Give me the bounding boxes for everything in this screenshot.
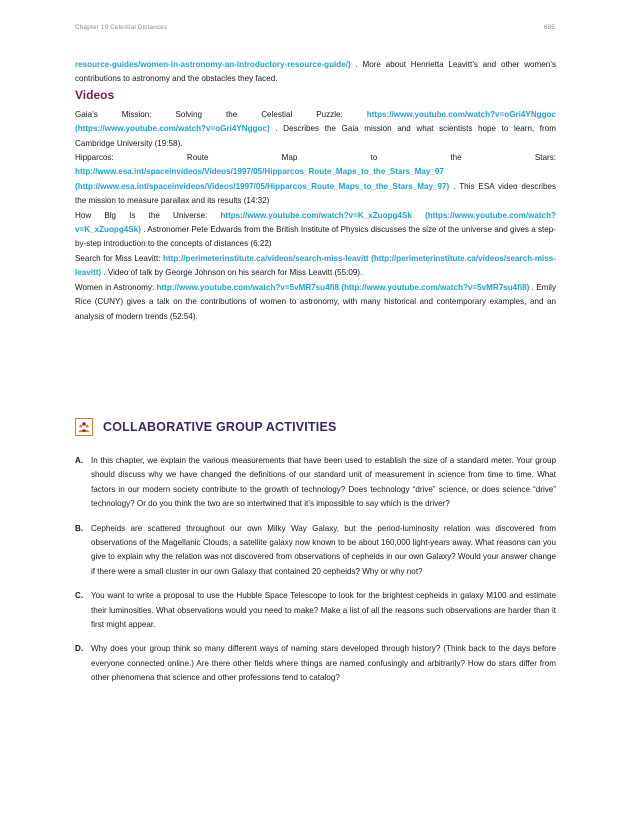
page-number: 685 bbox=[543, 24, 555, 31]
video-title: Search for Miss Leavitt: bbox=[75, 253, 161, 263]
video-item bbox=[75, 151, 556, 209]
video-title: Gaia’s Mission: Solving the Celestial Puzzle: bbox=[75, 109, 343, 119]
video-link[interactable]: https://www.youtube.com/watch?v=K_xZuopg4Sk (https://www.youtube.com/watch?v=K_xZuopg4Sk) bbox=[75, 210, 557, 235]
activity-item bbox=[75, 642, 556, 685]
activity-letter: D. bbox=[75, 644, 84, 654]
intro-paragraph bbox=[75, 58, 556, 87]
group-icon bbox=[75, 418, 93, 436]
activity-letter: B. bbox=[75, 523, 84, 533]
video-item bbox=[75, 252, 556, 281]
video-description: . Astronomer Pete Edwards from the British Institute of Physics discusses the size of the universe and gives a step-by-step introduction to the concepts of distances (6:22) bbox=[75, 225, 557, 249]
activity-item bbox=[75, 589, 556, 632]
collab-header bbox=[75, 414, 556, 440]
page-header bbox=[75, 24, 555, 34]
activity-text: Cepheids are scattered throughout our own Milky Way Galaxy, but the period-luminosity relation was discovered from observations of the Magellanic Clouds, a satellite galaxy now known to be about 160,000 light-years away. What reasons can you give to explain why the relation was not discovered from observations of cepheids in our own Galaxy? Would your answer change if there were a small cluster in our own Galaxy that contained 20 cepheids? Why or why not? bbox=[91, 523, 556, 576]
activity-text: You want to write a proposal to use the Hubble Space Telescope to look for the brightest cepheids in galaxy M100 and estimate their luminosities. What observations would you need to make? Make a list of all the reasons such observations are harder than it first might appear. bbox=[91, 591, 556, 630]
videos-heading: Videos bbox=[75, 87, 115, 102]
video-description: . This ESA video describes the mission to measure parallax and its results (14:32) bbox=[75, 181, 557, 206]
video-description: . Emily Rice (CUNY) gives a talk on the contributions of women to astronomy, with many historical and contemporary examples, and an analysis of modern trends (52:54). bbox=[75, 282, 557, 321]
collaborative-activities-section bbox=[75, 414, 556, 696]
video-title: Hipparcos: Route Map to the Stars: bbox=[75, 153, 556, 163]
intro-link[interactable]: resource-guides/women-in-astronomy-an-introductory-resource-guide/) bbox=[75, 60, 351, 69]
intro-text: . More about Henrietta Leavitt’s and other women’s contributions to astronomy and the obstacles they faced. bbox=[75, 60, 556, 84]
video-item bbox=[75, 281, 556, 324]
video-link[interactable]: http://www.youtube.com/watch?v=5vMR7su4fi8 (http://www.youtube.com/watch?v=5vMR7su4fi8) bbox=[156, 282, 530, 292]
activity-letter: C. bbox=[75, 591, 84, 601]
activity-letter: A. bbox=[75, 456, 84, 465]
activity-item bbox=[75, 454, 556, 512]
video-item bbox=[75, 108, 556, 151]
main-content bbox=[75, 58, 556, 324]
video-link[interactable]: http://www.esa.int/spaceinvideos/Videos/1997/05/Hipparcos_Route_Maps_to_the_Stars_May_97 (http://www.esa.int/spaceinvideos/Videos/1997/05/Hipparcos_Route_Maps_to_the_Stars_May_97) bbox=[75, 167, 450, 191]
video-title: How Big Is the Universe: bbox=[75, 210, 208, 220]
chapter-title: Chapter 19 Celestial Distances bbox=[75, 24, 168, 31]
activity-text: Why does your group think so many different ways of naming stars developed through history? (Think back to the days before everyone connected online.) Are there other fields where things are named confusingly and arbitrarily? How do stars differ from other phenomena that science and other professions tend to catalog? bbox=[91, 644, 556, 683]
activity-list bbox=[75, 454, 556, 686]
activity-text: In this chapter, we explain the various measurements that have been used to establish the size of a standard meter. Your group should discuss why we have changed the definitions of our standard unit of measurement in science from time to time. What factors in our modern society contribute to the growth of technology? Does technology “drive” science, or does science “drive” technology? Or do you think the two are so intertwined that it’s impossible to say which is the driver? bbox=[91, 456, 556, 509]
video-description: . Video of talk by George Johnson on his search for Miss Leavitt (55:09). bbox=[103, 268, 363, 278]
video-description: . Describes the Gaia mission and what scientists hope to learn, from Cambridge University (19:58). bbox=[75, 124, 556, 148]
video-link[interactable]: https://www.youtube.com/watch?v=oGri4YNggoc (https://www.youtube.com/watch?v=oGri4YNggoc) bbox=[75, 109, 556, 134]
collab-title: COLLABORATIVE GROUP ACTIVITIES bbox=[103, 420, 337, 434]
activity-item bbox=[75, 522, 556, 580]
video-link[interactable]: http://perimeterinstitute.ca/videos/search-miss-leavitt (http://perimeterinstitute.ca/videos/search-miss-leavitt) bbox=[75, 253, 556, 278]
video-item bbox=[75, 209, 556, 252]
video-title: Women in Astronomy: bbox=[75, 282, 155, 292]
